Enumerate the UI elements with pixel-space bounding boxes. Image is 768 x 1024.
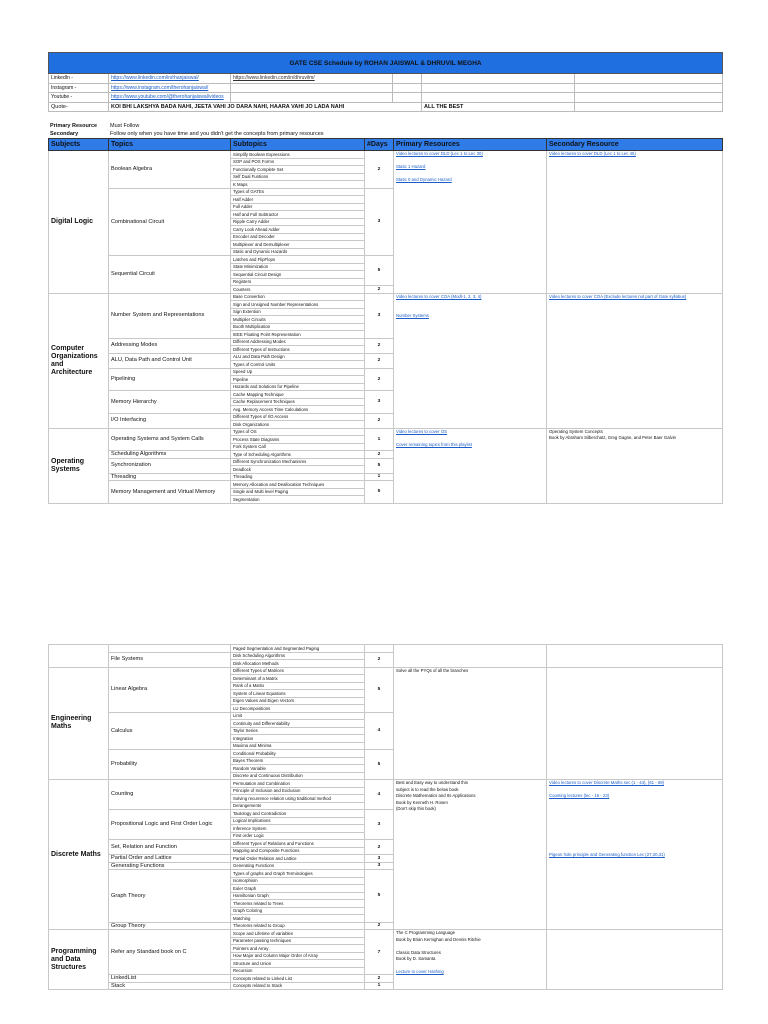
topic-cell: Set, Relation and Function — [109, 840, 231, 855]
days-cell: 5 — [365, 667, 394, 712]
days-cell: 5 — [365, 256, 394, 286]
subtopic-cell: Logical Implications — [231, 817, 365, 825]
subtopic-cell: How Major and Column Major Order of Array — [231, 952, 365, 960]
resource-line: Best and Easy way to understand this — [396, 780, 468, 785]
column-header-primary: Primary Resources — [394, 139, 547, 151]
subtopic-cell: Rank of a Matrix — [231, 682, 365, 690]
quote-label: Quote- — [49, 102, 109, 112]
days-cell: 3 — [365, 810, 394, 840]
subtopic-cell: Speed Up — [231, 368, 365, 376]
link-label: Instagram - — [49, 83, 109, 93]
primary — [394, 428, 547, 503]
resource-line[interactable]: Video lectures to cover COA (Exclude lectures not part of Gate syllabus) — [549, 293, 687, 299]
subject-cell — [49, 645, 109, 668]
subtopic-cell: Conditional Probability — [231, 750, 365, 758]
secondary — [547, 780, 723, 930]
link-label: LinkedIn - — [49, 74, 109, 84]
days-cell: 2 — [365, 338, 394, 353]
subtopic-cell: Full Adder — [231, 203, 365, 211]
subtopic-cell: Fork System Call — [231, 443, 365, 451]
subtopic-cell: Static and Dynamic Hazards — [231, 248, 365, 256]
link-label: Youtube - — [49, 93, 109, 103]
secondary-resource-label: Secondary — [50, 131, 79, 137]
primary — [394, 293, 547, 428]
resource-line[interactable]: Video lectures to cover DLD (Lec 1 to Lec 45) — [549, 151, 636, 156]
secondary — [547, 428, 723, 503]
table-row — [49, 293, 723, 301]
subtopic-cell: System of Linear Equations — [231, 690, 365, 698]
subtopic-cell: Types of OS — [231, 428, 365, 436]
topic-cell: Group Theory — [109, 922, 231, 930]
subtopic-cell: Encoder and Decoder — [231, 233, 365, 241]
schedule-table-page-2 — [48, 644, 723, 990]
subtopic-cell: Half and Full Subtractor — [231, 211, 365, 219]
secondary — [547, 930, 723, 990]
resource-line: Book by D. Samanta — [396, 956, 436, 961]
subtopic-cell: Counters — [231, 286, 365, 294]
topic-cell: Sequential Circuit — [109, 256, 231, 294]
subtopic-cell: Pipeline — [231, 376, 365, 384]
column-header-topics: Topics — [109, 139, 231, 151]
days-cell: 2 — [365, 413, 394, 428]
subtopic-cell: Memory Allocation and Deallocation Techniques — [231, 481, 365, 489]
primary — [394, 645, 547, 668]
column-header-days: #Days — [365, 139, 394, 151]
topic-cell: Counting — [109, 780, 231, 810]
topic-cell: Stack — [109, 982, 231, 990]
topic-cell: Propositional Logic and First Order Logic — [109, 810, 231, 840]
topic-cell: Combinational Circuit — [109, 188, 231, 256]
days-cell: 3 — [365, 862, 394, 870]
days-cell: 2 — [365, 975, 394, 983]
subtopic-cell: Sign Extention — [231, 308, 365, 316]
topic-cell: I/O Interfacing — [109, 413, 231, 428]
subtopic-cell: Recursion — [231, 967, 365, 975]
subtopic-cell: Multiplier Circuits — [231, 316, 365, 324]
subtopic-cell: Concepts related to Linked List — [231, 975, 365, 983]
subtopic-cell: Scope and Lifetime of variables — [231, 930, 365, 938]
subtopic-cell: LU Decompositions — [231, 705, 365, 713]
resource-line: Book by Kenneth H. Rosen — [396, 799, 448, 805]
topic-cell — [109, 645, 231, 653]
column-header-secondary: Secondary Resource — [547, 139, 723, 151]
resource-line: (Don't skip this book) — [396, 806, 436, 811]
subtopic-cell: Discrete and Continuous Distribution — [231, 772, 365, 780]
subject-cell: Discrete Maths — [49, 780, 109, 930]
subtopic-cell: Solving recurrence relation using traditional method — [231, 795, 365, 803]
resource-line[interactable]: Cover remaining topics from this playlist — [396, 441, 472, 447]
subtopic-cell: Theorems related to Trees — [231, 900, 365, 908]
subtopic-cell: Concepts related to Stack — [231, 982, 365, 990]
resource-line: Classic Data Structures — [396, 949, 441, 955]
topic-cell: Memory Management and Virtual Memory — [109, 481, 231, 504]
quote-text: KOI BHI LAKSHYA BADA NAHI, JEETA VAHI JO DARA NAHI, HAARA VAHI JO LADA NAHI — [109, 102, 422, 112]
topic-cell: Graph Theory — [109, 870, 231, 923]
primary — [394, 667, 547, 780]
resource-line[interactable]: Video lectures to cover Discrete Maths sec (1 - 44), (61 - 69) — [549, 780, 665, 785]
subtopic-cell: Carry Look Ahead Adder — [231, 226, 365, 234]
secondary — [547, 667, 723, 780]
subject-cell: Digital Logic — [49, 151, 109, 294]
instagram-link[interactable]: https://www.instagram.com/therohanjaiswal/ — [109, 83, 231, 93]
days-cell: 2 — [365, 840, 394, 855]
subtopic-cell: Segmentation — [231, 496, 365, 504]
subtopic-cell: Continuity and Differentiability — [231, 720, 365, 728]
resource-line[interactable]: Video lectures to cover COA (Modl-1, 2, 3, 4) — [396, 293, 482, 299]
subtopic-cell: K Maps — [231, 181, 365, 189]
subtopic-cell: Hazards and Solutions for Pipeline — [231, 383, 365, 391]
subtopic-cell: Single and Multi level Paging — [231, 488, 365, 496]
topic-cell: Pipelining — [109, 368, 231, 391]
subtopic-cell: Partial Order Relation and Lattice — [231, 855, 365, 863]
topic-cell: Linear Algebra — [109, 667, 231, 712]
subtopic-cell: Multiplexer and Demultiplexer — [231, 241, 365, 249]
table-row — [49, 780, 723, 788]
table-row — [49, 428, 723, 436]
subtopic-cell: Disk Allocation Methods — [231, 660, 365, 668]
subtopic-cell: Different Types of Relations and Functions — [231, 840, 365, 848]
header-table — [48, 52, 723, 112]
topic-cell: Threading — [109, 473, 231, 481]
topic-cell: Boolean Algebra — [109, 151, 231, 189]
subtopic-cell: Integration — [231, 735, 365, 743]
subtopic-cell: Principle of Inclusion and Exclusion — [231, 787, 365, 795]
subtopic-cell: Parameter passing techniques — [231, 937, 365, 945]
subtopic-cell: Simplify Boolean Expressions — [231, 151, 365, 159]
subtopic-cell: Avg. Memory Access Time Calculations — [231, 406, 365, 414]
subtopic-cell: First order Logic — [231, 832, 365, 840]
topic-cell: Addressing Modes — [109, 338, 231, 353]
secondary — [547, 151, 723, 294]
topic-cell: Scheduling Algorithms — [109, 451, 231, 459]
days-cell: 3 — [365, 855, 394, 863]
resource-line: Operating System Concepts — [549, 428, 603, 434]
subtopic-cell: Generating Functions — [231, 862, 365, 870]
subtopic-cell: Booth Multiplication — [231, 323, 365, 331]
subtopic-cell: Hamiltonian Graph — [231, 892, 365, 900]
subtopic-cell: IEEE Floating Point Representation — [231, 331, 365, 339]
subtopic-cell: Self Dual Funtions — [231, 173, 365, 181]
topic-cell: Generating Functions — [109, 862, 231, 870]
days-cell: 2 — [365, 286, 394, 294]
subtopic-cell: Process State Diagrams — [231, 436, 365, 444]
subtopic-cell: Isomorphism — [231, 877, 365, 885]
subtopic-cell: Cache Mapping Technique — [231, 391, 365, 399]
resource-line: Solve all the PYQs of all the branches — [396, 667, 469, 673]
sheet-page-2 — [48, 644, 722, 990]
topic-cell: File Systems — [109, 652, 231, 667]
topic-cell: LinkedList — [109, 975, 231, 983]
subtopic-cell: Limit — [231, 712, 365, 720]
subtopic-cell: Theorems related to Group — [231, 922, 365, 930]
resource-line: The C Programming Language — [396, 930, 455, 935]
subject-cell: Operating Systems — [49, 428, 109, 503]
primary — [394, 780, 547, 930]
subtopic-cell: Types of Control Units — [231, 361, 365, 369]
subtopic-cell: Euler Graph — [231, 885, 365, 893]
subtopic-cell: Tautology and Contradiction — [231, 810, 365, 818]
sheet-title: GATE CSE Schedule by ROHAN JAISWAL & DHRUVIL MEGHA — [49, 53, 723, 74]
subtopic-cell: Sequential Circuit Design — [231, 271, 365, 279]
days-cell: 2 — [365, 451, 394, 459]
primary — [394, 930, 547, 990]
subtopic-cell: Permutation and Combination — [231, 780, 365, 788]
resource-line[interactable]: Static 0 and Dynamic Hazard — [396, 177, 452, 182]
subtopic-cell: Types of GATEs — [231, 188, 365, 196]
resource-line: Book by Abraham Silberchatz, Greg Gagne, and Peter Baer Galvin — [549, 435, 677, 440]
subtopic-cell: Ripple Carry Adder — [231, 218, 365, 226]
topic-cell: Memory Hierarchy — [109, 391, 231, 414]
days-cell: 2 — [365, 353, 394, 368]
resource-line[interactable]: Video lectures to cover OS — [396, 428, 448, 434]
topic-cell: ALU, Data Path and Control Unit — [109, 353, 231, 368]
topic-cell: Synchronization — [109, 458, 231, 473]
schedule-table-page-1 — [48, 138, 723, 504]
days-cell: 1 — [365, 428, 394, 451]
days-cell — [365, 645, 394, 653]
days-cell: 5 — [365, 458, 394, 473]
subtopic-cell: Deadlock — [231, 466, 365, 474]
subtopic-cell: Inference System — [231, 825, 365, 833]
sheet-page-1 — [48, 52, 722, 504]
subtopic-cell: State Minimization — [231, 263, 365, 271]
days-cell: 4 — [365, 780, 394, 810]
subtopic-cell: Pointers and Array — [231, 945, 365, 953]
topic-cell: Partial Order and Lattice — [109, 855, 231, 863]
resource-line[interactable]: Lecture to cover Hashing — [396, 969, 444, 974]
resource-line[interactable]: Static 1 Hazard — [396, 164, 426, 169]
subtopic-cell: SOP and POS Forms — [231, 158, 365, 166]
subtopic-cell: Mapping and Composite Functions — [231, 847, 365, 855]
days-cell: 1 — [365, 982, 394, 990]
topic-cell: Refer any Standard book on C — [109, 930, 231, 975]
resource-line: subject is to read the below book — [396, 786, 459, 792]
topic-cell: Probability — [109, 750, 231, 780]
subject-cell: Programming and Data Structures — [49, 930, 109, 990]
subtopic-cell: Random Variable — [231, 765, 365, 773]
resource-line: Discrete Mathematics and Its Applications — [396, 793, 476, 798]
resource-line[interactable]: Pigeon hole principle and Generating function Lec (27,30,31) — [549, 851, 665, 857]
days-cell: 3 — [365, 293, 394, 338]
subtopic-cell: Structure and Union — [231, 960, 365, 968]
subtopic-cell: Graph Coloring — [231, 907, 365, 915]
topic-cell: Operating Systems and System Calls — [109, 428, 231, 451]
subtopic-cell: Paged Segmentation and Segmented Paging — [231, 645, 365, 653]
secondary — [547, 293, 723, 428]
resource-legend — [48, 122, 722, 138]
days-cell: 2 — [365, 922, 394, 930]
days-cell: 1 — [365, 473, 394, 481]
subtopic-cell: Cache Replacement Techniques — [231, 398, 365, 406]
primary — [394, 151, 547, 294]
days-cell: 3 — [365, 188, 394, 256]
youtube-link[interactable]: https://www.youtube.com/@therohanjaiswal/videos — [109, 93, 231, 103]
linkedin-link-2[interactable]: https://www.linkedin.com/in/dhruvilm/ — [231, 74, 393, 84]
subtopic-cell: Different Types of Instructions — [231, 346, 365, 354]
linkedin-link[interactable]: https://www.linkedin.com/in/rhanjaiswal/ — [109, 74, 231, 84]
column-header-subtopics: Subtopics — [231, 139, 365, 151]
subtopic-cell: Different Addressing Modes — [231, 338, 365, 346]
subtopic-cell: Different Synchronization Mechanisms — [231, 458, 365, 466]
subject-cell: Computer Organizations and Architecture — [49, 293, 109, 428]
primary-resource-text: Must Follow — [110, 123, 140, 129]
subtopic-cell: Half Adder — [231, 196, 365, 204]
days-cell: 2 — [365, 652, 394, 667]
subtopic-cell: Maxima and Minima — [231, 742, 365, 750]
subtopic-cell: Disk Organizations — [231, 421, 365, 429]
primary-resource-label: Primary Resource — [50, 123, 98, 129]
table-row — [49, 930, 723, 938]
resource-line: Book by Brian Kernighan and Dennis Ritchie — [396, 936, 481, 942]
subtopic-cell: Taylor Series — [231, 727, 365, 735]
subtopic-cell: Latches and FlipFlops — [231, 256, 365, 264]
subtopic-cell: Types of graphs and Graph Terminologies — [231, 870, 365, 878]
topic-cell: Calculus — [109, 712, 231, 750]
column-header-subjects: Subjects — [49, 139, 109, 151]
subtopic-cell: Threading — [231, 473, 365, 481]
days-cell: 5 — [365, 870, 394, 923]
resource-line[interactable]: Video lectures to cover DLD (Lec 1 to Lec 30) — [396, 151, 483, 156]
days-cell: 2 — [365, 368, 394, 391]
days-cell: 7 — [365, 930, 394, 975]
days-cell: 5 — [365, 750, 394, 780]
secondary-resource-text: Follow only when you have time and you didn't get the concepts from primary resources — [110, 131, 324, 137]
subtopic-cell: Sign and Unsigned Number Representations — [231, 301, 365, 309]
subtopic-cell: Eigen Values and Eigen Vectors — [231, 697, 365, 705]
days-cell: 2 — [365, 151, 394, 189]
days-cell: 3 — [365, 391, 394, 414]
secondary — [547, 645, 723, 668]
table-row — [49, 645, 723, 653]
resource-line[interactable]: Number Systems — [396, 313, 429, 318]
subject-cell: Engineering Maths — [49, 667, 109, 780]
quote-extra: ALL THE BEST — [422, 102, 575, 112]
subtopic-cell: Disk Scheduling Algorithms — [231, 652, 365, 660]
days-cell: 4 — [365, 712, 394, 750]
days-cell: 5 — [365, 481, 394, 504]
subtopic-cell: Different Types of Matrices — [231, 667, 365, 675]
subtopic-cell: Functionally Complete Set — [231, 166, 365, 174]
subtopic-cell: Determinant of a Matrix — [231, 675, 365, 683]
subtopic-cell: Different Types of I/O Access — [231, 413, 365, 421]
subtopic-cell: Derangements — [231, 802, 365, 810]
subtopic-cell: Registers — [231, 278, 365, 286]
subtopic-cell: ALU and Data Path Design — [231, 353, 365, 361]
subtopic-cell: Bayes Theorem — [231, 757, 365, 765]
subtopic-cell: Type of Scheduling Algorithms — [231, 451, 365, 459]
subtopic-cell: Matching — [231, 915, 365, 923]
topic-cell: Number System and Representations — [109, 293, 231, 338]
subtopic-cell: Base Convertion — [231, 293, 365, 301]
table-row — [49, 151, 723, 159]
resource-line[interactable]: Counting lectures (lec - 16 - 23) — [549, 793, 610, 798]
table-row — [49, 667, 723, 675]
